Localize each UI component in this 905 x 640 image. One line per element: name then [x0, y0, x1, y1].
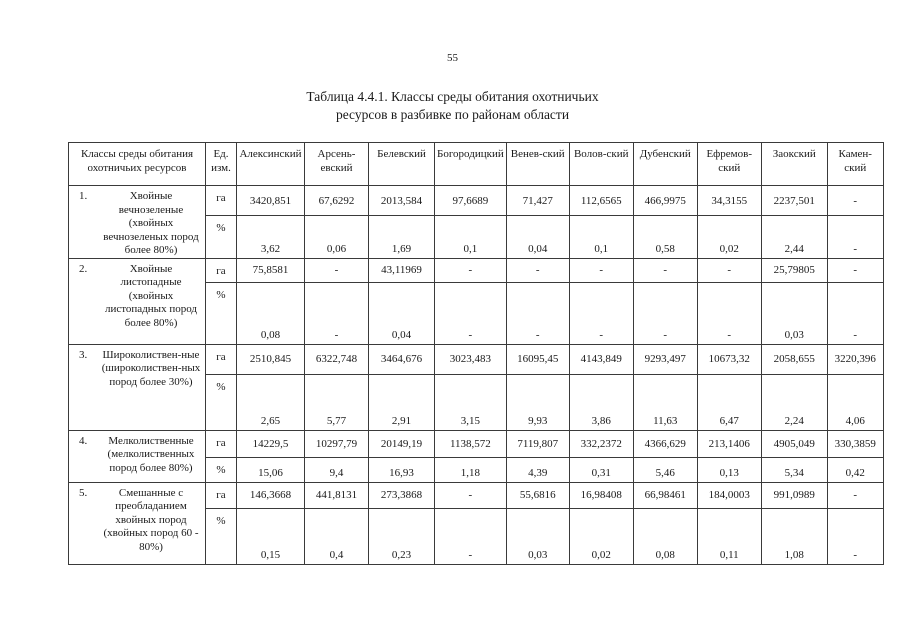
habitat-class-cell — [69, 430, 206, 482]
area-percent-cell: - — [827, 216, 883, 258]
area-hectares-cell: 4366,629 — [633, 430, 697, 457]
area-percent-cell: - — [435, 282, 507, 344]
header-belevsky: Белевский — [369, 143, 435, 186]
habitat-class-name: Широколиствен-ные (широколиствен-ных пород более 30%) — [101, 348, 201, 388]
table-header-row — [69, 143, 884, 186]
area-hectares-cell: 2510,845 — [237, 344, 305, 374]
area-percent-cell: 16,93 — [369, 457, 435, 482]
area-percent-cell: 0,02 — [569, 508, 633, 564]
area-hectares-cell: 55,6816 — [506, 482, 569, 508]
table-row — [69, 344, 884, 374]
habitat-class-cell — [69, 258, 206, 344]
page-number: 55 — [447, 52, 458, 64]
area-hectares-cell: 34,3155 — [697, 186, 761, 216]
area-hectares-cell: 2058,655 — [761, 344, 827, 374]
area-hectares-cell: 14229,5 — [237, 430, 305, 457]
area-percent-cell: 0,04 — [369, 282, 435, 344]
area-percent-cell: 4,39 — [506, 457, 569, 482]
caption-line-1: Таблица 4.4.1. Классы среды обитания охотничьих — [306, 89, 599, 104]
unit-hectares: га — [206, 258, 237, 282]
area-percent-cell: 0,08 — [237, 282, 305, 344]
area-percent-cell: 0,23 — [369, 508, 435, 564]
table-caption — [0, 88, 905, 124]
area-hectares-cell: 16095,45 — [506, 344, 569, 374]
area-hectares-cell: 9293,497 — [633, 344, 697, 374]
area-percent-cell: 11,63 — [633, 374, 697, 430]
header-aleksinsky: Алексинский — [237, 143, 305, 186]
habitat-classes-table — [68, 142, 884, 565]
area-hectares-cell: 10297,79 — [305, 430, 369, 457]
area-percent-cell: 3,15 — [435, 374, 507, 430]
area-percent-cell: 15,06 — [237, 457, 305, 482]
area-percent-cell: 2,24 — [761, 374, 827, 430]
area-percent-cell: 0,03 — [761, 282, 827, 344]
header-classes: Классы среды обитания охотничьих ресурсов — [69, 143, 206, 186]
area-percent-cell: 5,46 — [633, 457, 697, 482]
area-hectares-cell: 184,0003 — [697, 482, 761, 508]
area-hectares-cell: 146,3668 — [237, 482, 305, 508]
area-percent-cell: 1,18 — [435, 457, 507, 482]
habitat-class-number: 4. — [79, 434, 88, 447]
area-hectares-cell: 67,6292 — [305, 186, 369, 216]
area-hectares-cell: - — [697, 258, 761, 282]
area-hectares-cell: 97,6689 — [435, 186, 507, 216]
area-percent-cell: 2,65 — [237, 374, 305, 430]
table-row — [69, 430, 884, 457]
table-row — [69, 258, 884, 282]
caption-line-2: ресурсов в разбивке по районам области — [335, 107, 570, 122]
area-percent-cell: - — [697, 282, 761, 344]
area-hectares-cell: 330,3859 — [827, 430, 883, 457]
area-hectares-cell: - — [633, 258, 697, 282]
area-hectares-cell: 6322,748 — [305, 344, 369, 374]
area-hectares-cell: 25,79805 — [761, 258, 827, 282]
area-hectares-cell: 43,11969 — [369, 258, 435, 282]
area-percent-cell: - — [506, 282, 569, 344]
unit-hectares: га — [206, 430, 237, 457]
area-hectares-cell: 332,2372 — [569, 430, 633, 457]
area-percent-cell: 0,02 — [697, 216, 761, 258]
area-hectares-cell: 1138,572 — [435, 430, 507, 457]
area-percent-cell: 0,11 — [697, 508, 761, 564]
header-dubensky: Дубенский — [633, 143, 697, 186]
habitat-class-name: Мелколиственные (мелколиственных пород более 80%) — [107, 434, 195, 474]
unit-percent: % — [206, 374, 237, 430]
area-hectares-cell: 20149,19 — [369, 430, 435, 457]
header-kamensky: Камен-ский — [827, 143, 883, 186]
habitat-class-name: Смешанные с преобладанием хвойных пород (хвойных пород 60 - 80%) — [103, 486, 199, 553]
area-percent-cell: - — [435, 508, 507, 564]
unit-hectares: га — [206, 186, 237, 216]
area-hectares-cell: 4143,849 — [569, 344, 633, 374]
area-percent-cell: 1,08 — [761, 508, 827, 564]
area-percent-cell: 0,13 — [697, 457, 761, 482]
table-row — [69, 482, 884, 508]
table-row — [69, 186, 884, 216]
area-hectares-cell: 4905,049 — [761, 430, 827, 457]
area-percent-cell: 6,47 — [697, 374, 761, 430]
habitat-class-cell — [69, 186, 206, 259]
area-hectares-cell: 66,98461 — [633, 482, 697, 508]
area-hectares-cell: - — [506, 258, 569, 282]
habitat-class-number: 5. — [79, 486, 88, 499]
area-hectares-cell: 71,427 — [506, 186, 569, 216]
area-percent-cell: - — [569, 282, 633, 344]
area-percent-cell: 3,62 — [237, 216, 305, 258]
area-percent-cell: 3,86 — [569, 374, 633, 430]
habitat-class-number: 3. — [79, 348, 88, 361]
area-hectares-cell: - — [435, 258, 507, 282]
area-percent-cell: - — [633, 282, 697, 344]
area-percent-cell: 9,93 — [506, 374, 569, 430]
habitat-class-cell — [69, 482, 206, 564]
area-hectares-cell: 273,3868 — [369, 482, 435, 508]
area-percent-cell: 0,1 — [569, 216, 633, 258]
area-percent-cell: 0,04 — [506, 216, 569, 258]
area-percent-cell: 0,03 — [506, 508, 569, 564]
unit-percent: % — [206, 216, 237, 258]
unit-hectares: га — [206, 482, 237, 508]
header-venevsky: Венев-ский — [506, 143, 569, 186]
habitat-class-name: Хвойные листопадные (хвойных листопадных пород более 80%) — [105, 262, 197, 329]
area-hectares-cell: 213,1406 — [697, 430, 761, 457]
area-percent-cell: 0,08 — [633, 508, 697, 564]
area-hectares-cell: - — [827, 258, 883, 282]
header-bogoroditsky: Богородицкий — [435, 143, 507, 186]
area-percent-cell: 5,77 — [305, 374, 369, 430]
area-percent-cell: 0,06 — [305, 216, 369, 258]
area-hectares-cell: - — [827, 186, 883, 216]
area-hectares-cell: 991,0989 — [761, 482, 827, 508]
area-percent-cell: 0,42 — [827, 457, 883, 482]
unit-percent: % — [206, 508, 237, 564]
header-volovsky: Волов-ский — [569, 143, 633, 186]
area-hectares-cell: - — [305, 258, 369, 282]
area-percent-cell: 2,44 — [761, 216, 827, 258]
area-percent-cell: - — [305, 282, 369, 344]
area-hectares-cell: 441,8131 — [305, 482, 369, 508]
area-hectares-cell: 3023,483 — [435, 344, 507, 374]
area-percent-cell: 4,06 — [827, 374, 883, 430]
area-hectares-cell: 2237,501 — [761, 186, 827, 216]
area-hectares-cell: 2013,584 — [369, 186, 435, 216]
habitat-class-number: 2. — [79, 262, 88, 275]
unit-hectares: га — [206, 344, 237, 374]
area-hectares-cell: 75,8581 — [237, 258, 305, 282]
area-hectares-cell: 10673,32 — [697, 344, 761, 374]
area-percent-cell: 9,4 — [305, 457, 369, 482]
area-hectares-cell: 3420,851 — [237, 186, 305, 216]
area-hectares-cell: 3220,396 — [827, 344, 883, 374]
unit-percent: % — [206, 457, 237, 482]
header-zaoksky: Заокский — [761, 143, 827, 186]
header-arsenyevsky: Арсень-евский — [305, 143, 369, 186]
area-hectares-cell: - — [569, 258, 633, 282]
area-hectares-cell: - — [435, 482, 507, 508]
area-percent-cell: - — [827, 282, 883, 344]
habitat-class-name: Хвойные вечнозеленые (хвойных вечнозеленых пород более 80%) — [103, 190, 199, 256]
area-percent-cell: - — [827, 508, 883, 564]
area-percent-cell: 0,31 — [569, 457, 633, 482]
area-hectares-cell: 112,6565 — [569, 186, 633, 216]
area-hectares-cell: - — [827, 482, 883, 508]
unit-percent: % — [206, 282, 237, 344]
area-hectares-cell: 3464,676 — [369, 344, 435, 374]
area-percent-cell: 0,15 — [237, 508, 305, 564]
area-hectares-cell: 466,9975 — [633, 186, 697, 216]
area-percent-cell: 5,34 — [761, 457, 827, 482]
area-percent-cell: 1,69 — [369, 216, 435, 258]
area-percent-cell: 0,58 — [633, 216, 697, 258]
habitat-class-number: 1. — [79, 190, 88, 202]
habitat-class-cell — [69, 344, 206, 430]
area-percent-cell: 0,4 — [305, 508, 369, 564]
area-percent-cell: 2,91 — [369, 374, 435, 430]
area-percent-cell: 0,1 — [435, 216, 507, 258]
header-efremovsky: Ефремов-ский — [697, 143, 761, 186]
area-hectares-cell: 16,98408 — [569, 482, 633, 508]
header-unit: Ед. изм. — [206, 143, 237, 186]
area-hectares-cell: 7119,807 — [506, 430, 569, 457]
